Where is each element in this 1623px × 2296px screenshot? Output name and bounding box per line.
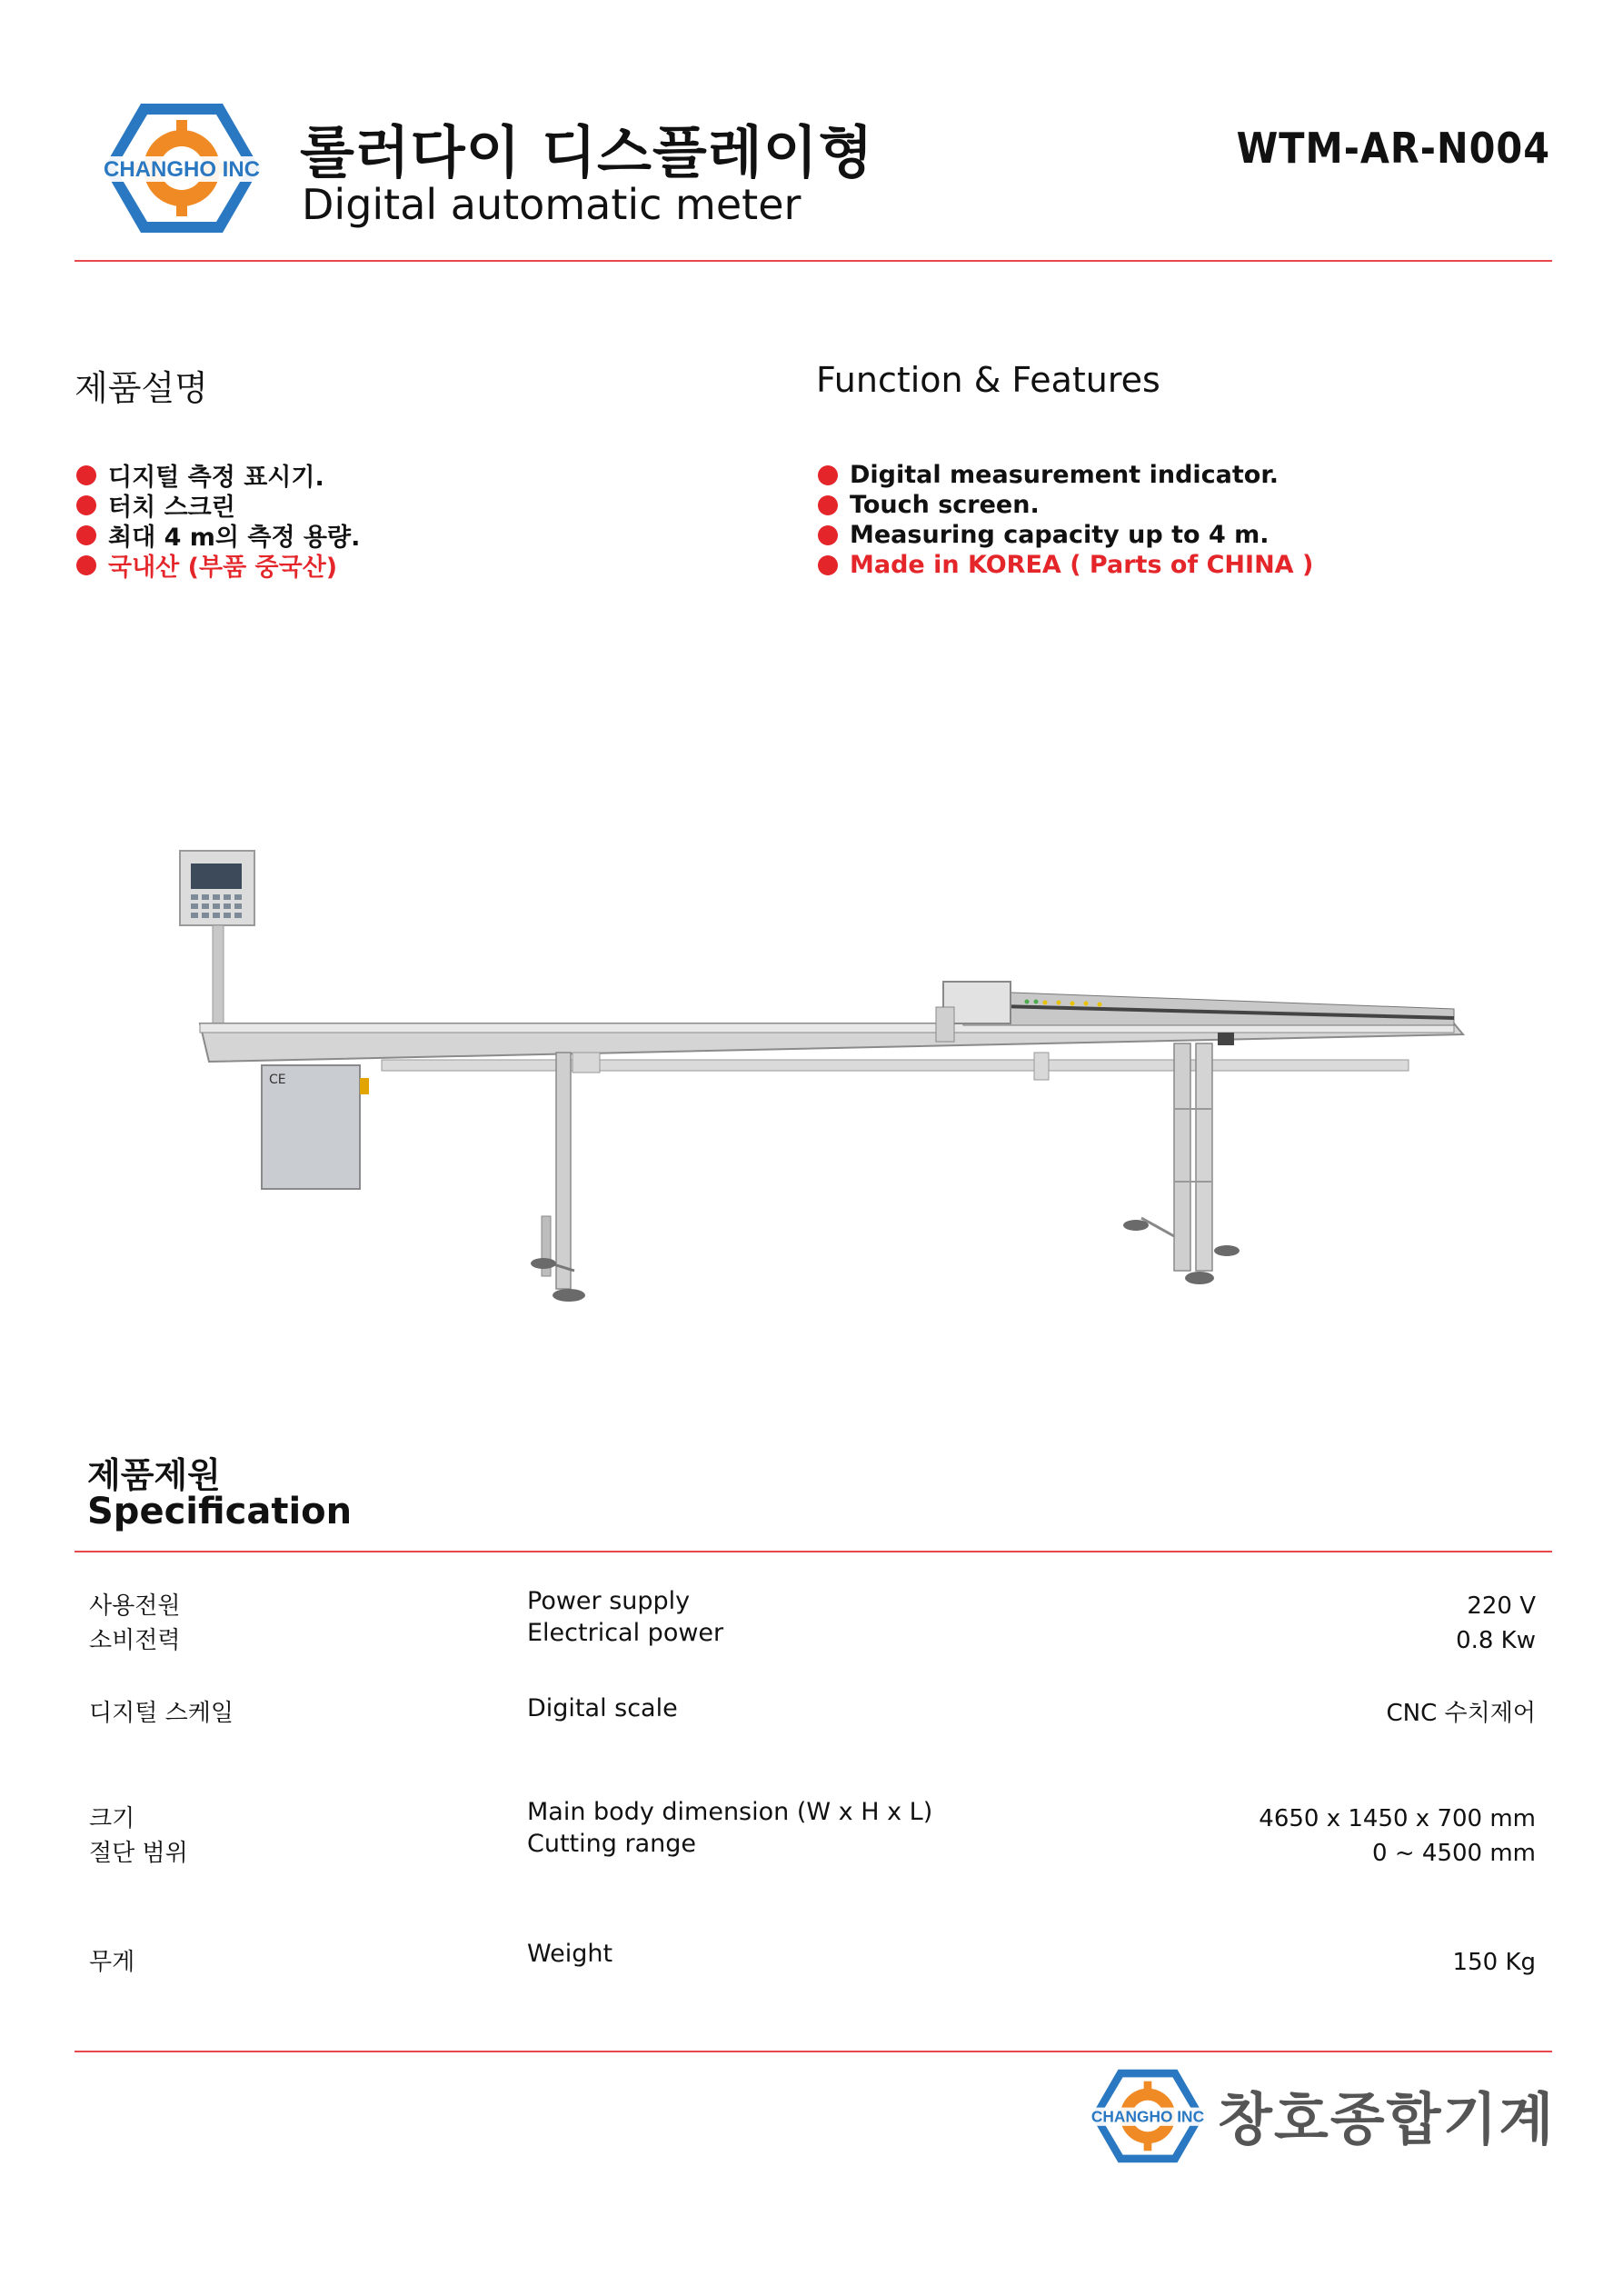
spec-label-korean: 크기 절단 범위 — [89, 1805, 188, 1867]
spec-label-english: Weight — [527, 1940, 613, 1968]
bullet-icon — [818, 525, 838, 545]
feature-item: Touch screen. — [818, 490, 1313, 520]
spec-label-english: Digital scale — [527, 1694, 678, 1722]
spec-value: CNC 수치제어 — [1386, 1700, 1536, 1727]
company-name: 창호종합기계 — [1218, 2086, 1556, 2152]
page-title-korean: 롤러다이 디스플레이형 — [300, 119, 874, 185]
feature-item-origin: Made in KOREA ( Parts of CHINA ) — [818, 550, 1313, 580]
bullet-icon — [818, 555, 838, 575]
bullet-icon — [76, 555, 96, 575]
footer-divider — [75, 2051, 1552, 2052]
spec-value: 150 Kg — [1452, 1949, 1536, 1976]
spec-label-korean: 사용전원 소비전력 — [89, 1592, 181, 1654]
ce-mark: CE — [269, 1073, 286, 1087]
bullet-icon — [818, 495, 838, 515]
spec-divider — [75, 1551, 1552, 1552]
bullet-icon — [818, 465, 838, 485]
features-list-korean — [76, 460, 360, 580]
spec-heading-english: Specification — [87, 1491, 353, 1532]
spec-label-english: Power supply Electrical power — [527, 1587, 724, 1647]
page-title-english: Digital automatic meter — [302, 180, 802, 229]
spec-label-english: Main body dimension (W x H x L) Cutting range — [527, 1798, 933, 1858]
product-photo — [164, 836, 1490, 1309]
bullet-icon — [76, 525, 96, 545]
feature-item: 터치 스크린 — [76, 490, 360, 520]
feature-item-origin: 국내산 (부품 중국산) — [76, 550, 360, 580]
header-divider — [75, 260, 1552, 262]
spec-value: 220 V 0.8 Kw — [1456, 1592, 1536, 1654]
bullet-icon — [76, 465, 96, 485]
spec-label-korean: 디지털 스케일 — [89, 1700, 234, 1727]
features-heading-english: Function & Features — [816, 360, 1160, 400]
feature-item: Measuring capacity up to 4 m. — [818, 520, 1313, 550]
feature-item: 최대 4 m의 측정 용량. — [76, 520, 360, 550]
model-number: WTM-AR-N004 — [1236, 124, 1550, 173]
features-list-english — [818, 460, 1313, 580]
features-heading-korean: 제품설명 — [75, 368, 208, 408]
bullet-icon — [76, 495, 96, 515]
spec-label-korean: 무게 — [89, 1949, 135, 1976]
company-logo — [100, 100, 264, 236]
footer-logo — [1089, 2061, 1207, 2171]
logo-text: CHANGHO INC — [104, 157, 260, 182]
feature-item: 디지털 측정 표시기. — [76, 460, 360, 490]
spec-heading-korean: 제품제원 — [87, 1455, 221, 1495]
footer-logo-text: CHANGHO INC — [1090, 2107, 1205, 2126]
feature-item: Digital measurement indicator. — [818, 460, 1313, 490]
spec-value: 4650 x 1450 x 700 mm 0 ~ 4500 mm — [1259, 1805, 1536, 1867]
